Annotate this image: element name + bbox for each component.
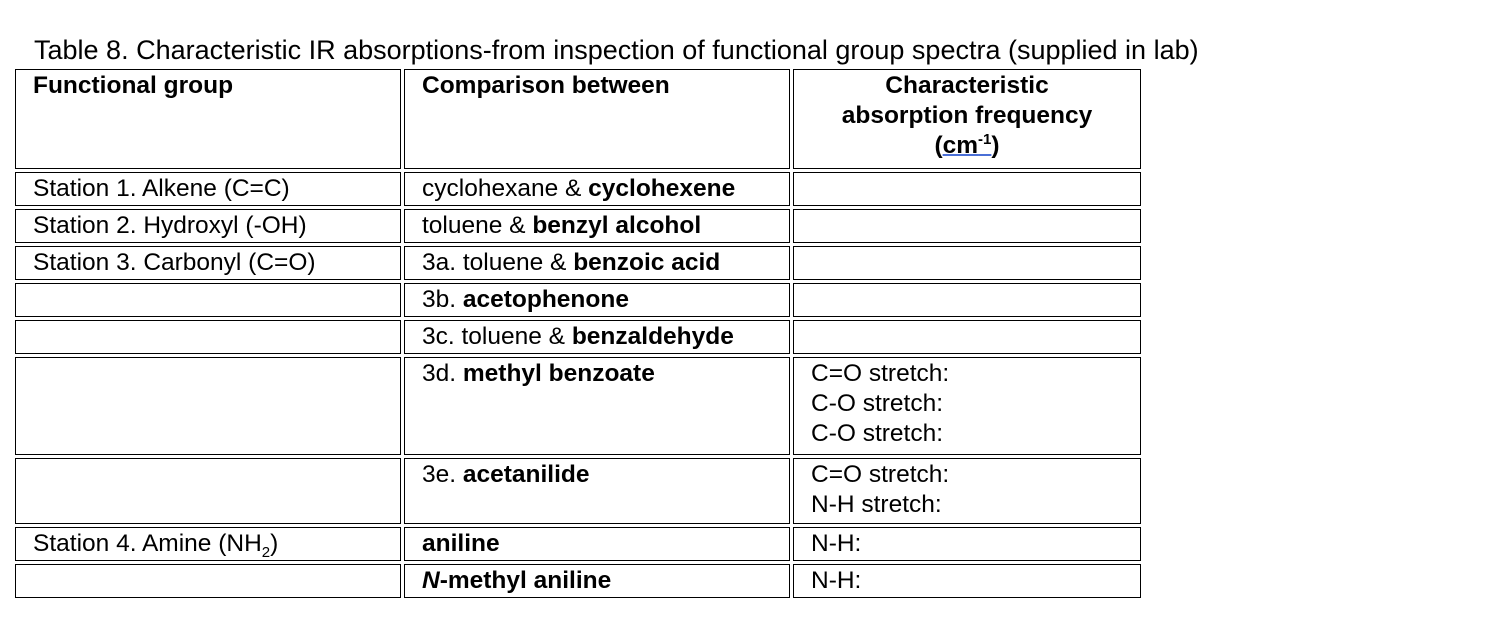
header-frequency-line1: Characteristic: [885, 72, 1049, 99]
comparison-cell: cyclohexane & cyclohexene: [404, 172, 790, 206]
header-frequency-unit: $(cm^{-1})$: [934, 130, 1000, 159]
frequency-entry: N-H:: [811, 567, 862, 594]
frequency-entry: N-H stretch:: [811, 491, 942, 518]
frequency-entry: N-H:: [811, 530, 862, 557]
frequency-entry: C-O stretch:: [811, 420, 944, 447]
functional-group-cell: Station 4. Amine $(NH_2)$: [15, 527, 401, 561]
table-row: [15, 564, 1141, 598]
header-functional-group: Functional group: [15, 69, 401, 169]
frequency-entry: C=O stretch:: [811, 461, 950, 488]
frequency-cell: [793, 209, 1141, 243]
header-frequency: [793, 69, 1141, 169]
frequency-entry: C-O stretch:: [811, 390, 944, 417]
frequency-cell: [793, 458, 1141, 524]
table-caption: Table 8. Characteristic IR absorptions-from inspection of functional group spectra (supplied in lab): [34, 35, 1199, 65]
functional-group-cell: [15, 320, 401, 354]
comparison-cell: 3a. toluene & benzoic acid: [404, 246, 790, 280]
comparison-cell: aniline: [404, 527, 790, 561]
frequency-cell: [793, 320, 1141, 354]
table-row: [15, 209, 1141, 243]
functional-group-cell: Station 1. Alkene (C=C): [15, 172, 401, 206]
comparison-cell: toluene & benzyl alcohol: [404, 209, 790, 243]
ir-absorption-table: [12, 66, 1144, 601]
frequency-cell: [793, 357, 1141, 455]
table-row: [15, 458, 1141, 524]
table-row: [15, 283, 1141, 317]
header-frequency-line2: absorption frequency: [841, 102, 1093, 129]
comparison-cell: N-methyl aniline: [404, 564, 790, 598]
table-row: [15, 172, 1141, 206]
frequency-entry: C=O stretch:: [811, 360, 950, 387]
frequency-cell: [793, 527, 1141, 561]
functional-group-cell: [15, 357, 401, 455]
comparison-cell: 3d. methyl benzoate: [404, 357, 790, 455]
header-comparison: Comparison between: [404, 69, 790, 169]
frequency-cell: [793, 564, 1141, 598]
frequency-cell: [793, 172, 1141, 206]
table-row: [15, 527, 1141, 561]
frequency-cell: [793, 283, 1141, 317]
table-row: [15, 246, 1141, 280]
comparison-cell: 3c. toluene & benzaldehyde: [404, 320, 790, 354]
table-header-row: [15, 69, 1141, 169]
table-row: [15, 320, 1141, 354]
comparison-cell: 3e. acetanilide: [404, 458, 790, 524]
comparison-cell: 3b. acetophenone: [404, 283, 790, 317]
functional-group-cell: [15, 458, 401, 524]
table-row: [15, 357, 1141, 455]
functional-group-cell: Station 3. Carbonyl (C=O): [15, 246, 401, 280]
frequency-cell: [793, 246, 1141, 280]
functional-group-cell: [15, 283, 401, 317]
functional-group-cell: Station 2. Hydroxyl (-OH): [15, 209, 401, 243]
functional-group-cell: [15, 564, 401, 598]
